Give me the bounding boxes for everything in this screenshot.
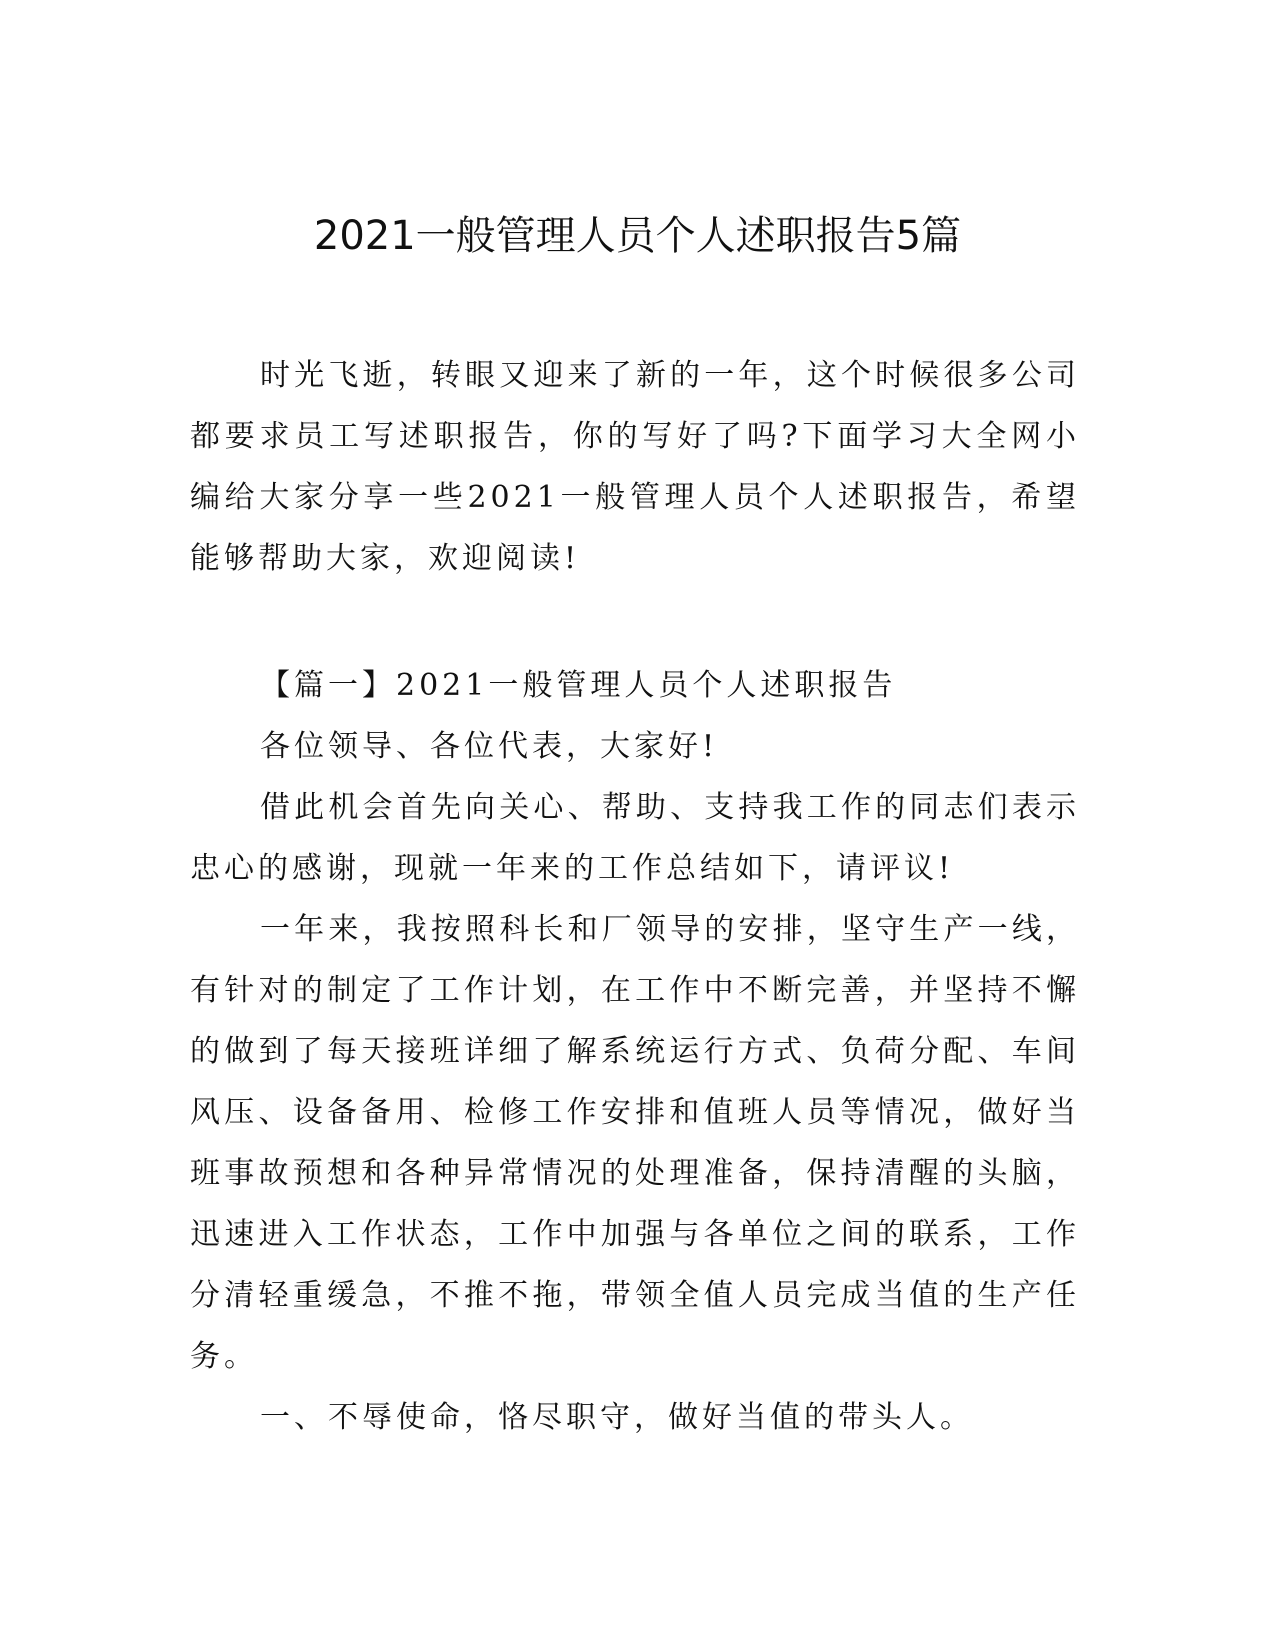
intro-block bbox=[190, 345, 1080, 589]
section-heading: 【篇一】2021一般管理人员个人述职报告 bbox=[260, 668, 897, 703]
section-one bbox=[190, 655, 1080, 1448]
document-title: 2021一般管理人员个人述职报告5篇 bbox=[313, 213, 962, 259]
body-paragraph: 一、不辱使命，恪尽职守，做好当值的带头人。 bbox=[260, 1400, 974, 1435]
greeting-paragraph: 各位领导、各位代表，大家好! bbox=[260, 729, 719, 764]
body-paragraph: 借此机会首先向关心、帮助、支持我工作的同志们表示忠心的感谢，现就一年来的工作总结如下，请评议! bbox=[190, 790, 1080, 886]
body-paragraph: 一年来，我按照科长和厂领导的安排，坚守生产一线，有针对的制定了工作计划，在工作中不断完善，并坚持不懈的做到了每天接班详细了解系统运行方式、负荷分配、车间风压、设备备用、检修工作安排和值班人员等情况，做好当班事故预想和各种异常情况的处理准备，保持清醒的头脑，迅速进入工作状态，工作中加强与各单位之间的联系，工作分清轻重缓急，不推不拖，带领全值人员完成当值的生产任务。 bbox=[190, 912, 1080, 1374]
intro-paragraph: 时光飞逝，转眼又迎来了新的一年，这个时候很多公司都要求员工写述职报告，你的写好了吗?下面学习大全网小编给大家分享一些2021一般管理人员个人述职报告，希望能够帮助大家，欢迎阅读! bbox=[190, 358, 1080, 576]
